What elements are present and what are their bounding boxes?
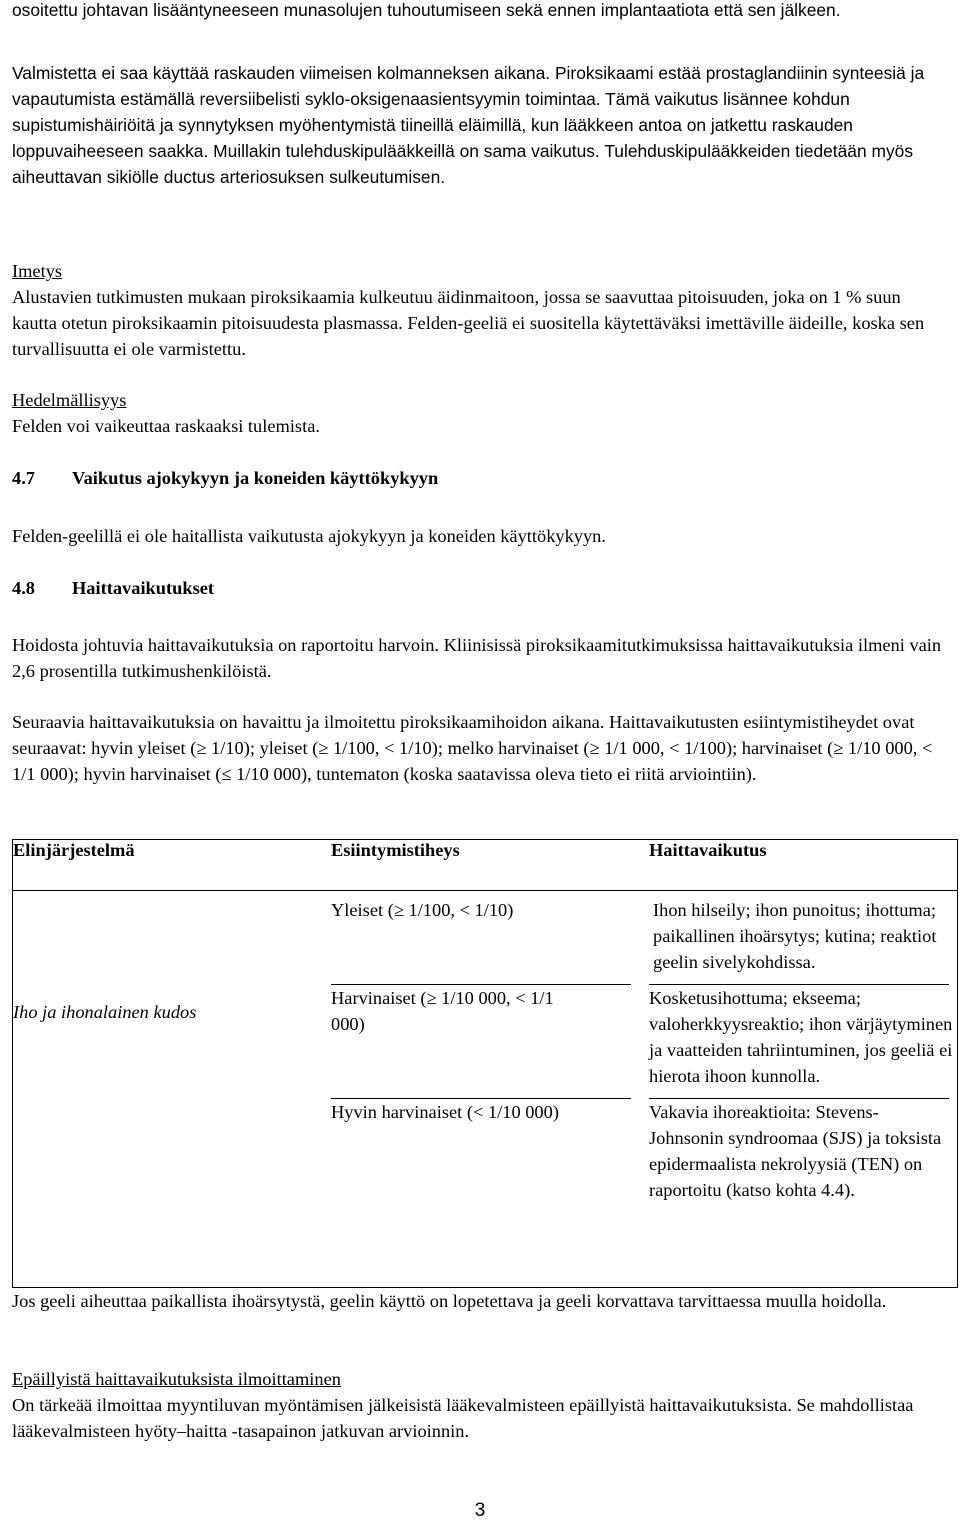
section-4-7-heading bbox=[12, 465, 948, 491]
section-4-8-title: Haittavaikutukset bbox=[72, 578, 215, 598]
page-number: 3 bbox=[474, 1500, 486, 1521]
after-table-paragraph bbox=[12, 1288, 948, 1314]
organ-cell bbox=[13, 891, 332, 1288]
freq-yleiset: Yleiset (≥ 1/100, < 1/10) bbox=[331, 900, 514, 920]
reporting-section bbox=[12, 1366, 948, 1444]
freq-hyvin-harvinaiset: Hyvin harvinaiset (< 1/10 000) bbox=[331, 1102, 559, 1122]
section-4-8-paragraph-2 bbox=[12, 709, 948, 787]
header-esiintymistiheys: Esiintymistiheys bbox=[331, 840, 649, 891]
organ-label: Iho ja ihonalainen kudos bbox=[13, 1002, 197, 1022]
header-haittavaikutus: Haittavaikutus bbox=[649, 840, 958, 891]
effect-hyvin-harvinaiset: Vakavia ihoreaktioita: Stevens-Johnsonin syndroomaa (SJS) ja toksista epidermaalista nekrolyysiä (TEN) on raportoitu (katso kohta 4.4). bbox=[649, 1102, 942, 1200]
table-header-row bbox=[13, 840, 958, 891]
intro-paragraph-2 bbox=[12, 60, 948, 190]
header-elinjarjestelma: Elinjärjestelmä bbox=[13, 840, 332, 891]
section-4-8-text-1: Hoidosta johtuvia haittavaikutuksia on raportoitu harvoin. Kliinisissä piroksikaamitutkimuksissa haittavaikutuksia ilmeni vain 2,6 prosentilla tutkimushenkilöistä. bbox=[12, 635, 942, 681]
imetys-title: Imetys bbox=[12, 261, 63, 281]
intro-paragraph-1 bbox=[12, 0, 948, 23]
effect-harvinaiset: Kosketusihottuma; ekseema; valoherkkyysreaktio; ihon värjäytyminen ja vaatteiden tahriintuminen, jos geeliä ei hierota ihoon kunnolla. bbox=[649, 988, 953, 1086]
table-body-row bbox=[13, 891, 958, 1288]
imetys-text: Alustavien tutkimusten mukaan piroksikaamia kulkeutuu äidinmaitoon, jossa se saavuttaa pitoisuuden, joka on 1 % suun kautta otetun piroksikaamin pitoisuudesta plasmassa. Felden-geeliä ei suositella käytettäväksi imettäville äideille, koska sen turvallisuutta ei ole varmistettu. bbox=[12, 287, 925, 359]
intro-text-1: osoitettu johtavan lisääntyneeseen munasolujen tuhoutumiseen sekä ennen implantaatiota että sen jälkeen. bbox=[12, 0, 841, 20]
effect-yleiset: Ihon hilseily; ihon punoitus; ihottuma; paikallinen ihoärsytys; kutina; reaktiot geelin sivelykohdissa. bbox=[653, 900, 937, 972]
intro-text-2c: Tulehduskipulääkkeiden tiedetään myös aiheuttavan sikiölle ductus arteriosuksen sulkeutumisen. bbox=[12, 141, 914, 187]
section-4-7-title: Vaikutus ajokykyyn ja koneiden käyttökykyyn bbox=[72, 468, 439, 488]
table-row bbox=[331, 1093, 957, 1203]
section-4-8-text-2: Seuraavia haittavaikutuksia on havaittu ja ilmoitettu piroksikaamihoidon aikana. Haittavaikutusten esiintymistiheydet ovat seuraavat: hyvin yleiset (≥ 1/10); yleiset (≥ 1/100, < 1/10); melko harvinaiset (≥ 1/1 000, < 1/100); harvinaiset (≥ 1/10 000, < 1/1 000); hyvin harvinaiset (≤ 1/10 000), tuntematon (koska saatavissa oleva tieto ei riitä arviointiin). bbox=[12, 712, 933, 784]
freq-effect-cell bbox=[331, 891, 958, 1288]
imetys-section bbox=[12, 258, 948, 362]
hedelmallisyys-text: Felden voi vaikeuttaa raskaaksi tulemista. bbox=[12, 416, 320, 436]
section-4-7-number: 4.7 bbox=[12, 468, 35, 488]
section-4-7-text: Felden-geelillä ei ole haitallista vaikutusta ajokykyyn ja koneiden käyttökykyyn. bbox=[12, 526, 606, 546]
reporting-text: On tärkeää ilmoittaa myyntiluvan myöntämisen jälkeisistä lääkevalmisteen epäillyistä haittavaikutuksista. Se mahdollistaa lääkevalmisteen hyöty–haitta -tasapainon jatkuvan arvioinnin. bbox=[12, 1395, 914, 1441]
table-row bbox=[331, 897, 957, 975]
hedelmallisyys-title: Hedelmällisyys bbox=[12, 390, 127, 410]
freq-harvinaiset: Harvinaiset (≥ 1/10 000, < 1/1 000) bbox=[331, 988, 554, 1034]
intro-text-2b: Tämä vaikutus lisännee kohdun supistumishäiriöitä ja synnytyksen myöhentymistä tiineillä eläimillä, kun lääkkeen antoa on jatkettu raskauden loppuvaiheeseen saakka. Muillakin tulehduskipulääkkeillä on sama vaikutus. bbox=[12, 89, 853, 161]
section-4-8-heading bbox=[12, 575, 948, 601]
section-4-8-number: 4.8 bbox=[12, 578, 35, 598]
reporting-title: Epäillyistä haittavaikutuksista ilmoittaminen bbox=[12, 1369, 341, 1389]
intro-text-2a: Valmistetta ei saa käyttää raskauden viimeisen kolmanneksen aikana. Piroksikaami estää prostaglandiinin synteesiä ja vapautumista estämällä reversiibelisti syklo-oksigenaasientsyymin toimintaa. bbox=[12, 63, 925, 109]
table-row bbox=[331, 979, 957, 1089]
after-table-text: Jos geeli aiheuttaa paikallista ihoärsytystä, geelin käyttö on lopetettava ja geeli korvattava tarvittaessa muulla hoidolla. bbox=[12, 1291, 887, 1311]
section-4-7-body bbox=[12, 523, 948, 549]
side-effects-table bbox=[12, 839, 958, 1288]
section-4-8-paragraph-1 bbox=[12, 632, 948, 684]
hedelmallisyys-section bbox=[12, 387, 948, 439]
